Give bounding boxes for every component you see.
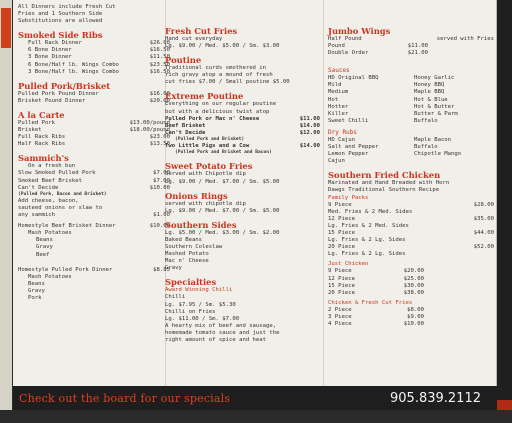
sauce-item: Medium <box>328 89 349 96</box>
item-desc: Hand cut everyday <box>165 36 223 42</box>
menu-item: 12 Piece $35.00 <box>328 215 494 222</box>
subsection-title-chicken-fries: Chicken & Fresh Cut Fries <box>328 299 413 306</box>
subsection-title-family: Family Packs <box>328 194 369 201</box>
menu-item: 6 Bone Dinner $16.50 <box>28 47 170 54</box>
section-title-sauces: Sauces <box>328 67 350 75</box>
menu-item: Lg. Fries & 2 Lg. Sides <box>328 251 406 258</box>
menu-item: 9 Piece $28.00 <box>328 201 494 208</box>
side-item: Pork <box>28 295 42 302</box>
side-item: Baked Beans <box>165 236 203 243</box>
side-item: Beef <box>36 251 50 258</box>
menu-item: 15 Piece $44.00 <box>328 229 494 236</box>
item-line: homemade tomato sauce and just the <box>165 329 280 336</box>
section-title-onion-rings: Onions Rings <box>165 190 228 201</box>
menu-item: Can't Decide $12.00 <box>165 129 320 136</box>
section-title-southern-sides: Southern Sides <box>165 219 237 230</box>
item-note: (Pulled Pork and Brisket and Bacon) <box>175 150 272 156</box>
menu-item: Pulled Pork or Mac n' Cheese $11.00 <box>165 115 320 122</box>
sauce-item: Hot <box>328 96 339 103</box>
item-desc: served with chipotle dip <box>165 200 246 207</box>
section-title-dry-rubs: Dry Rubs <box>328 128 357 136</box>
sauce-item: Maple BBQ <box>414 89 445 96</box>
menu-item: Slow Smoked Pulled Pork $7.00 <box>18 170 170 177</box>
sauce-list <box>328 75 494 125</box>
item-line: Lg. $11.00 / Sm. $7.00 <box>165 315 240 322</box>
sauce-item: Hot & Blue <box>414 96 448 103</box>
item-desc: Marinated and Hand Breaded with Horn <box>328 180 450 187</box>
item-price: Lg. $9.00 / Med. $7.00 / Sm. $5.00 <box>165 178 280 185</box>
intro-line: All Dinners include Fresh Cut <box>18 4 116 10</box>
item-price: Lg. $5.00 / Med. $3.00 / Sm. $2.00 <box>165 229 280 236</box>
item-price: Lg. $9.00 / Med. $7.00 / Sm. $5.00 <box>165 207 280 214</box>
rub-item: Maple Bacon <box>414 136 452 143</box>
sauce-item: Mild <box>328 82 342 89</box>
menu-item: On a fresh bun <box>28 163 76 170</box>
menu-item: 3 Bone/Half lb. Wings Combo $16.50 <box>28 68 170 75</box>
item-desc: Everything on our regular poutine <box>165 101 277 108</box>
menu-item: Pound $11.00 <box>328 43 428 50</box>
section-title-sammich: Sammich's <box>18 153 69 164</box>
menu-item: Two Little Pigs and a Cow $14.00 <box>165 143 320 150</box>
menu-item: 3 Piece $9.00 <box>328 314 424 320</box>
menu-item: 12 Piece $25.00 <box>328 275 424 282</box>
menu-item: 20 Piece $52.00 <box>328 244 494 251</box>
fold-line <box>323 0 324 386</box>
menu-item: Brisket $18.00/pound <box>18 127 170 134</box>
page-shadow <box>496 0 512 423</box>
side-item: Southern Coleslaw <box>165 244 223 250</box>
subsection-title-just-chicken: Just Chicken <box>328 261 369 268</box>
menu-item: 3 Bone Dinner $11.50 <box>28 54 170 61</box>
item-line: Lg. $7.95 / Sm. $5.30 <box>165 301 236 308</box>
rub-list <box>328 137 494 165</box>
section-title-fries: Fresh Cut Fries <box>165 26 238 36</box>
side-item: Mashed Potato <box>165 251 209 258</box>
menu-column-1 <box>18 4 170 302</box>
menu-item: Lg. Fries & 2 Med. Sides <box>328 222 409 229</box>
rub-item: Lemon Pepper <box>328 151 369 158</box>
menu-item: 2 Piece $8.00 <box>328 306 424 313</box>
menu-column-2 <box>165 4 320 344</box>
menu-item: Pulled Pork Pound Dinner $16.00 <box>18 90 170 97</box>
menu-item: Half Rack Ribs $13.50 <box>18 141 170 148</box>
item-line: right amount of spice and heat <box>165 337 267 344</box>
menu-item: Smoked Beef Brisket $7.00 <box>18 177 170 184</box>
menu-item: Brisket Pound Dinner $20.00 <box>18 97 170 104</box>
item-desc: Served with Chipotle dip <box>165 171 246 178</box>
menu-item: Double Order $21.00 <box>328 50 428 57</box>
menu-item: 20 Piece $38.00 <box>328 289 424 296</box>
sauce-item: Killer <box>328 110 349 117</box>
intro-line: Substitutions are allowed <box>18 18 103 25</box>
addon-text: sauteed onions or slaw to <box>18 204 103 211</box>
item-line: A hearty mix of beef and sausage, <box>165 322 277 329</box>
phone-number: 905.839.2112 <box>390 390 481 406</box>
section-title-ribs: Smoked Side Ribs <box>18 30 103 41</box>
bottom-edge <box>0 410 512 423</box>
section-title-specialties: Specialties <box>165 277 217 288</box>
sauce-item: Honey BBQ <box>414 82 445 89</box>
item-desc: rich gravy atop a mound of fresh <box>165 72 273 79</box>
item-desc: Dawgs Traditional Southern Recipe <box>328 187 440 194</box>
item-desc: Traditional curds smothered in <box>165 65 267 72</box>
sauce-item: Sweet Chilli <box>328 117 369 124</box>
sauce-item: Hotter <box>328 103 349 110</box>
item-desc: but with a delicious twist atop <box>165 108 270 115</box>
section-title-sweet-potato: Sweet Potato Fries <box>165 161 253 172</box>
intro-line: Fries and 1 Southern Side <box>18 11 103 18</box>
menu-item: Can't Decide $10.00 <box>18 184 170 191</box>
side-item: Mac n' Cheese <box>165 258 209 265</box>
item-price: Lg. $9.00 / Med. $5.00 / Sm. $3.00 <box>165 43 280 50</box>
menu-item-pork-dinner: Homestyle Pulled Pork Dinner $8.85 <box>18 266 170 273</box>
adjacent-page-edge <box>0 0 12 423</box>
menu-item: Full Rack Ribs $23.00 <box>18 134 170 141</box>
section-title-alacarte: A la Carte <box>18 109 65 120</box>
item-line: Chilli <box>165 294 186 301</box>
rub-item: Chipotle Mango <box>414 151 462 158</box>
menu-page <box>13 0 497 386</box>
sauce-item: Buffalo <box>414 117 438 124</box>
menu-item-beef-dinner: Homestyle Beef Brisket Dinner $10.60 <box>18 223 170 230</box>
section-title-pulled: Pulled Pork/Brisket <box>18 80 111 91</box>
side-item: Beans <box>28 280 45 287</box>
sauce-item: Butter & Parm <box>414 110 458 117</box>
side-item: Gravy <box>28 287 45 294</box>
menu-item: 6 Bone/Half lb. Wings Combo $23.50 <box>28 61 170 68</box>
item-note: (Pulled Pork and Brisket) <box>175 136 245 142</box>
section-title-fried-chicken: Southern Fried Chicken <box>328 170 441 181</box>
side-item: Mash Potatoes <box>28 273 72 280</box>
menu-item: Pulled Pork $13.00/pound <box>18 119 170 126</box>
section-title-wings: Jumbo Wings <box>328 26 391 36</box>
side-item: Gravy <box>36 244 53 251</box>
sauce-item: Honey Garlic <box>414 75 455 82</box>
rub-item: Salt and Pepper <box>328 144 379 151</box>
sauce-item: Hot & Butter <box>414 103 455 110</box>
addon-text: Add cheese, bacon, <box>18 197 79 204</box>
sauce-item: HD Original BBQ <box>328 75 379 82</box>
menu-item: 9 Piece $20.00 <box>328 268 424 275</box>
item-price: cut fries $7.00 / Small poutine $5.00 <box>165 79 290 86</box>
item-subtitle: Award Winning Chilli <box>165 287 233 294</box>
item-note: (Pulled Pork, Bacon and Brisket) <box>18 191 107 197</box>
rub-item: HD Cajun <box>328 136 355 143</box>
menu-item: 4 Piece $10.00 <box>328 321 424 328</box>
menu-column-3 <box>328 4 494 328</box>
menu-item: Full Rack Dinner $26.00 <box>28 40 170 47</box>
side-item: Mash Potatoes <box>28 230 72 237</box>
rub-item: Cajun <box>328 158 345 165</box>
menu-item: 15 Piece $30.00 <box>328 282 424 289</box>
menu-item: any sammich $1.00 <box>18 212 170 219</box>
footer-strip <box>13 386 497 410</box>
menu-item: Med. Fries & 2 Med. Sides <box>328 208 413 215</box>
specials-text: Check out the board for our specials <box>19 391 231 405</box>
menu-item: Beef Brisket $14.00 <box>165 122 320 129</box>
side-item: Gravy <box>165 265 182 272</box>
menu-item: Lg. Fries & 2 Lg. Sides <box>328 237 406 244</box>
item-line: Chilli on Fries <box>165 308 216 315</box>
section-title-poutine: Poutine <box>165 55 202 66</box>
side-item: Beans <box>36 237 53 244</box>
rub-item: Buffalo <box>414 144 438 151</box>
section-title-extreme-poutine: Extreme Poutine <box>165 91 244 102</box>
menu-item: Half Pound served with Fries <box>328 36 494 42</box>
